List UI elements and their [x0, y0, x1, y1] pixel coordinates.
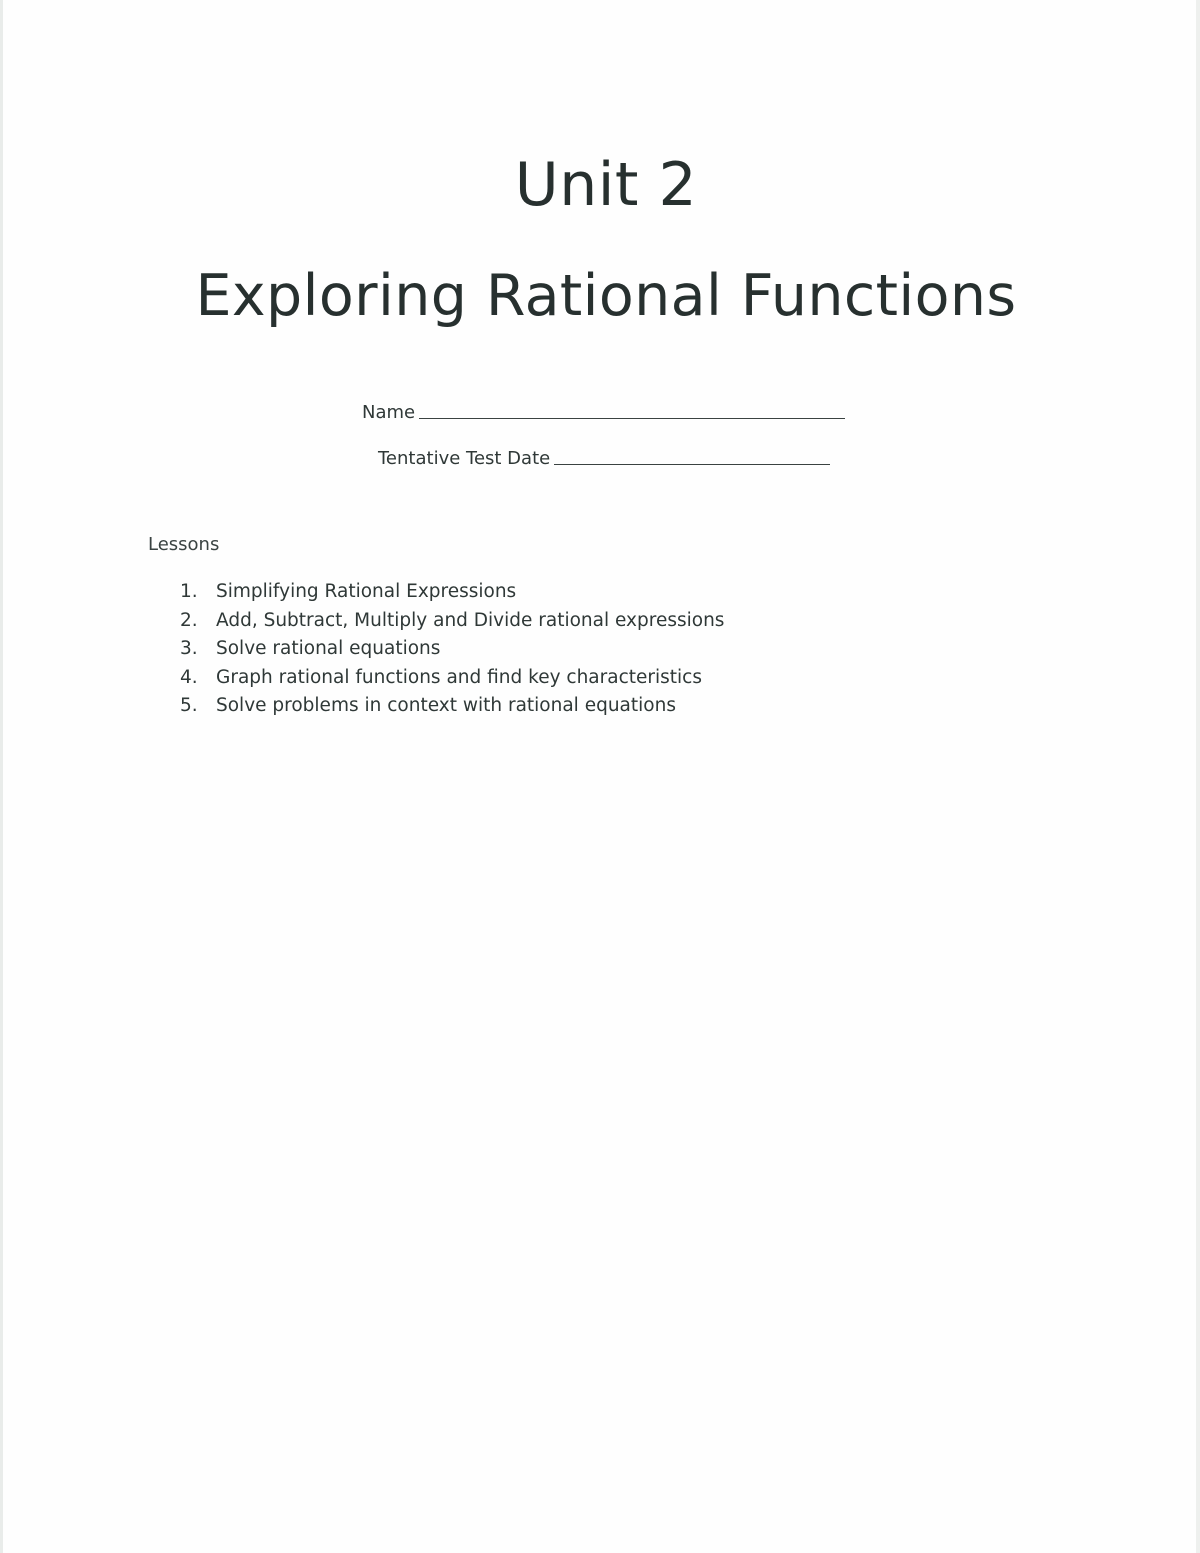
list-item	[180, 635, 724, 664]
lessons-heading: Lessons	[148, 534, 220, 555]
list-item	[180, 578, 724, 607]
test-date-blank-line	[554, 463, 830, 465]
unit-title: Unit 2	[514, 150, 698, 220]
list-item-text: Solve rational equations	[216, 638, 441, 659]
list-item-text: Add, Subtract, Multiply and Divide rational expressions	[216, 609, 725, 631]
name-blank-line	[419, 417, 845, 419]
scan-edge-left	[0, 0, 3, 1553]
list-item	[180, 664, 724, 693]
list-item	[180, 607, 724, 636]
test-date-field	[378, 448, 830, 469]
list-item-number: 5.	[180, 695, 198, 716]
scan-edge-right	[1196, 0, 1200, 1553]
list-item-text: Simplifying Rational Expressions	[216, 581, 517, 602]
list-item-number: 1.	[180, 581, 198, 602]
page-title: Exploring Rational Functions	[195, 263, 1017, 329]
list-item	[180, 692, 724, 721]
test-date-label: Tentative Test Date	[378, 448, 551, 469]
list-item-number: 3.	[180, 638, 198, 659]
list-item-number: 2.	[180, 609, 198, 631]
lessons-list	[180, 578, 724, 721]
list-item-text: Solve problems in context with rational equations	[216, 695, 676, 716]
name-label: Name	[362, 402, 416, 423]
name-field	[362, 402, 845, 423]
list-item-text: Graph rational functions and find key characteristics	[216, 666, 702, 688]
list-item-number: 4.	[180, 666, 198, 688]
